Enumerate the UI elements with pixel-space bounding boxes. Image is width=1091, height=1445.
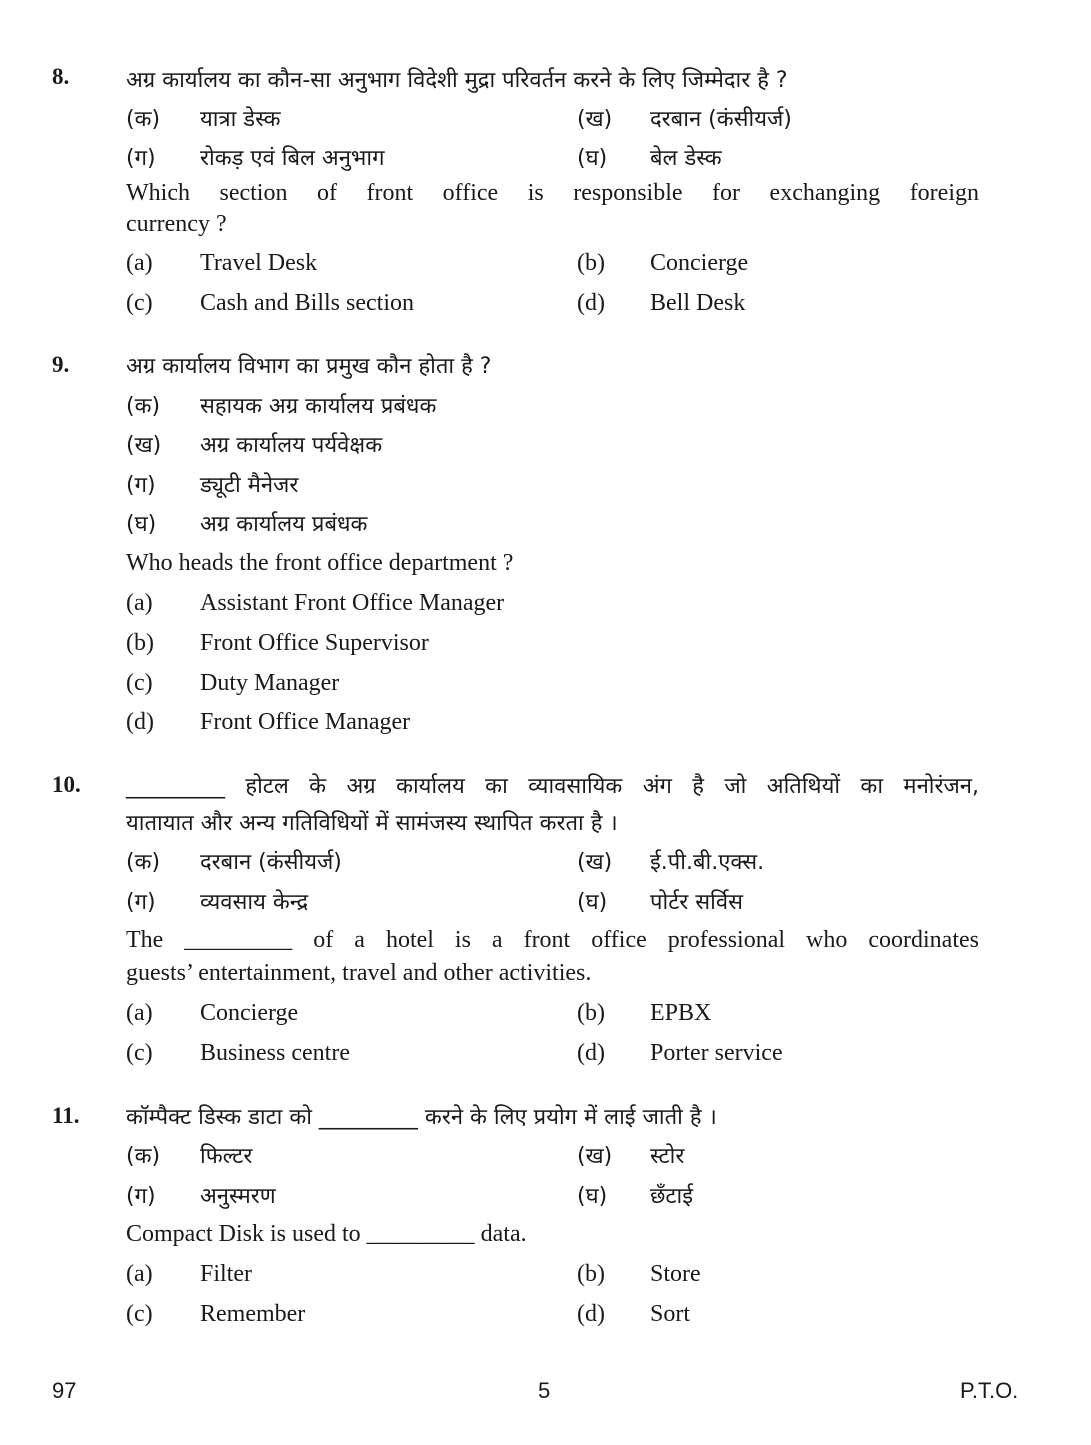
question-10-english-text-line-2: guests’ entertainment, travel and other activities. xyxy=(126,960,592,986)
q11-english-option-label: (a) xyxy=(126,1261,153,1287)
q11-english-option-label: (b) xyxy=(577,1261,605,1287)
q9-english-option-text: Assistant Front Office Manager xyxy=(200,590,505,616)
q11-english-option-label: (c) xyxy=(126,1301,153,1327)
q10-hindi-option-text: पोर्टर सर्विस xyxy=(650,890,743,915)
q10-hindi-option-label: (ग) xyxy=(126,890,156,915)
q10-english-option-label: (b) xyxy=(577,1000,605,1026)
q10-hindi-option-text: ई.पी.बी.एक्स. xyxy=(650,850,765,875)
q10-hindi-option-label: (घ) xyxy=(577,890,608,915)
q10-english-option-label: (c) xyxy=(126,1040,153,1066)
q9-hindi-option-label: (ग) xyxy=(126,473,156,498)
q8-english-option-label: (a) xyxy=(126,250,153,276)
q10-english-option-label: (a) xyxy=(126,1000,153,1026)
q9-english-option-text: Front Office Manager xyxy=(200,709,411,735)
question-8-english-text-line-1: Which section of front office is responsible for exchanging foreign xyxy=(126,180,979,206)
q8-english-option-text: Concierge xyxy=(650,250,749,276)
q10-english-option-label: (d) xyxy=(577,1040,605,1066)
footer-paper-code: 97 xyxy=(52,1378,77,1403)
q9-english-option-label: (d) xyxy=(126,709,154,735)
q11-hindi-option-label: (ख) xyxy=(577,1144,613,1169)
question-10-english-text-line-1: The _________ of a hotel is a front office professional who coordinates xyxy=(126,927,979,953)
q10-hindi-option-text: व्यवसाय केन्द्र xyxy=(200,890,309,915)
question-9-hindi-text: अग्र कार्यालय विभाग का प्रमुख कौन होता है ? xyxy=(126,354,492,379)
q8-english-option-label: (b) xyxy=(577,250,605,276)
question-10-number: 10. xyxy=(52,772,81,797)
q8-english-option-label: (d) xyxy=(577,290,605,316)
q10-english-option-text: EPBX xyxy=(650,1000,712,1026)
question-11-number: 11. xyxy=(52,1103,80,1128)
q10-hindi-option-label: (ख) xyxy=(577,850,613,875)
q11-english-option-label: (d) xyxy=(577,1301,605,1327)
q11-english-option-text: Store xyxy=(650,1261,701,1287)
q8-hindi-option-label: (घ) xyxy=(577,146,608,171)
question-9-english-text: Who heads the front office department ? xyxy=(126,550,514,576)
q8-hindi-option-label: (ग) xyxy=(126,146,156,171)
question-9-number: 9. xyxy=(52,352,70,377)
q11-hindi-option-text: छँटाई xyxy=(650,1184,694,1209)
q9-hindi-option-label: (ख) xyxy=(126,433,162,458)
q8-hindi-option-text: बेल डेस्क xyxy=(650,146,722,171)
question-8-hindi-text: अग्र कार्यालय का कौन-सा अनुभाग विदेशी मुद्रा परिवर्तन करने के लिए जिम्मेदार है ? xyxy=(126,68,788,93)
q11-hindi-option-label: (ग) xyxy=(126,1184,156,1209)
q11-hindi-option-text: स्टोर xyxy=(650,1144,685,1169)
q10-hindi-option-label: (क) xyxy=(126,850,161,875)
q10-hindi-option-text: दरबान (कंसीयर्ज) xyxy=(200,850,342,875)
q8-english-option-text: Bell Desk xyxy=(650,290,746,316)
question-8-english-text-line-2: currency ? xyxy=(126,211,227,237)
q9-hindi-option-text: ड्यूटी मैनेजर xyxy=(200,473,299,498)
q10-english-option-text: Porter service xyxy=(650,1040,783,1066)
q8-hindi-option-label: (ख) xyxy=(577,107,613,132)
question-11-hindi-text: कॉम्पैक्ट डिस्क डाटा को _________ करने के लिए प्रयोग में लाई जाती है । xyxy=(126,1105,717,1130)
q9-hindi-option-text: अग्र कार्यालय पर्यवेक्षक xyxy=(200,433,383,458)
q9-hindi-option-label: (घ) xyxy=(126,512,157,537)
q8-hindi-option-label: (क) xyxy=(126,107,161,132)
question-8-number: 8. xyxy=(52,64,70,89)
q10-english-option-text: Concierge xyxy=(200,1000,299,1026)
q8-english-option-text: Travel Desk xyxy=(200,250,318,276)
q9-hindi-option-text: अग्र कार्यालय प्रबंधक xyxy=(200,512,368,537)
q8-hindi-option-text: यात्रा डेस्क xyxy=(200,107,281,132)
q9-hindi-option-text: सहायक अग्र कार्यालय प्रबंधक xyxy=(200,394,437,419)
q9-english-option-label: (c) xyxy=(126,670,153,696)
q11-hindi-option-label: (क) xyxy=(126,1144,161,1169)
q11-hindi-option-text: फिल्टर xyxy=(200,1144,253,1169)
q11-hindi-option-label: (घ) xyxy=(577,1184,608,1209)
q11-english-option-text: Remember xyxy=(200,1301,306,1327)
q8-hindi-option-text: रोकड़ एवं बिल अनुभाग xyxy=(200,146,385,171)
q11-english-option-text: Filter xyxy=(200,1261,252,1287)
question-10-hindi-text-line-2: यातायात और अन्य गतिविधियों में सामंजस्य स्थापित करता है । xyxy=(126,811,618,836)
q9-english-option-label: (a) xyxy=(126,590,153,616)
q11-hindi-option-text: अनुस्मरण xyxy=(200,1184,276,1209)
footer-pto: P.T.O. xyxy=(960,1378,1019,1403)
question-11-english-text: Compact Disk is used to _________ data. xyxy=(126,1221,527,1247)
q9-english-option-text: Front Office Supervisor xyxy=(200,630,429,656)
q10-english-option-text: Business centre xyxy=(200,1040,350,1066)
q8-english-option-text: Cash and Bills section xyxy=(200,290,414,316)
q8-hindi-option-text: दरबान (कंसीयर्ज) xyxy=(650,107,792,132)
q8-english-option-label: (c) xyxy=(126,290,153,316)
q9-hindi-option-label: (क) xyxy=(126,394,161,419)
question-10-hindi-text-line-1: _________ होटल के अग्र कार्यालय का व्यावसायिक अंग है जो अतिथियों का मनोरंजन, xyxy=(126,774,979,799)
footer-page-number: 5 xyxy=(538,1378,551,1403)
q11-english-option-text: Sort xyxy=(650,1301,691,1327)
q9-english-option-text: Duty Manager xyxy=(200,670,340,696)
q9-english-option-label: (b) xyxy=(126,630,154,656)
